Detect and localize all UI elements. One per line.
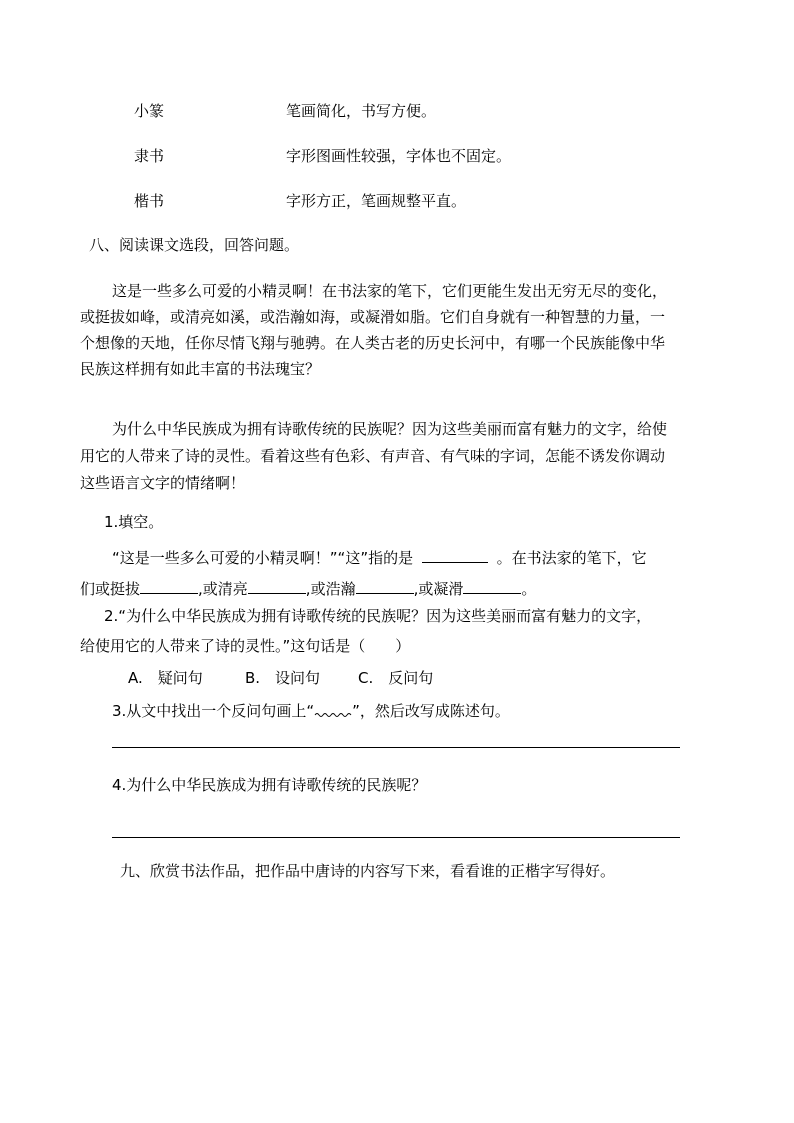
- passage-paragraph-2: [80, 419, 700, 493]
- answer-blank[interactable]: [463, 577, 521, 594]
- script-name: 小篆: [134, 102, 165, 120]
- option-c[interactable]: C. 反问句: [358, 669, 434, 687]
- question-2-line-2: 给使用它的人带来了诗的灵性。”这句话是（ ）: [80, 637, 411, 655]
- passage-line: 用它的人带来了诗的灵性。看着这些有色彩、有声音、有气味的字词，怎能不诱发你调动: [80, 447, 666, 465]
- answer-line[interactable]: [112, 837, 680, 838]
- passage-line: 个想像的天地，任你尽情飞翔与驰骋。在人类古老的历史长河中，有哪一个民族能像中华: [80, 334, 666, 352]
- question-text: 们或挺拔: [80, 580, 141, 598]
- answer-blank[interactable]: [140, 577, 198, 594]
- question-text: 3.从文中找出一个反问句画上“: [112, 702, 315, 720]
- script-feature: 字形方正，笔画规整平直。: [286, 192, 467, 210]
- option-a[interactable]: A. 疑问句: [128, 669, 203, 687]
- wavy-underline-icon: [314, 706, 352, 718]
- script-name: 楷书: [134, 192, 165, 210]
- passage-line: 为什么中华民族成为拥有诗歌传统的民族呢？因为这些美丽而富有魅力的文字，给使: [112, 420, 668, 438]
- question-1-line-2: [80, 577, 536, 599]
- passage-line: 民族这样拥有如此丰富的书法瑰宝？: [80, 360, 321, 378]
- script-feature: 笔画简化，书写方便。: [286, 102, 437, 120]
- answer-line[interactable]: [112, 747, 680, 748]
- script-name: 隶书: [134, 147, 165, 165]
- question-1-label: 1.填空。: [104, 513, 164, 531]
- section9-heading: 九、欣赏书法作品，把作品中唐诗的内容写下来，看看谁的正楷字写得好。: [120, 862, 616, 880]
- passage-line: 或挺拔如峰，或清亮如溪，或浩瀚如海，或凝滑如脂。它们自身就有一种智慧的力量，一: [80, 308, 666, 326]
- question-text: ,或凝滑: [413, 580, 464, 598]
- question-text: 。: [521, 580, 537, 598]
- answer-blank[interactable]: [248, 577, 306, 594]
- section8-heading: 八、阅读课文选段，回答问题。: [89, 236, 300, 254]
- passage-line: 这些语言文字的情绪啊！: [80, 474, 246, 492]
- question-2-line-1: 2.“为什么中华民族成为拥有诗歌传统的民族呢？因为这些美丽而富有魅力的文字，: [104, 607, 652, 625]
- question-text: “这是一些多么可爱的小精灵啊！”“这”指的是: [112, 549, 414, 567]
- answer-blank[interactable]: [422, 546, 488, 563]
- passage-line: 这是一些多么可爱的小精灵啊！在书法家的笔下，它们更能生发出无穷无尽的变化，: [112, 282, 668, 300]
- question-text: 。在书法家的笔下，它: [496, 549, 647, 567]
- option-b[interactable]: B. 设问句: [245, 669, 321, 687]
- question-text: ,或浩瀚: [305, 580, 356, 598]
- question-4: 4.为什么中华民族成为拥有诗歌传统的民族呢？: [112, 776, 427, 794]
- question-text: ”，然后改写成陈述句。: [352, 702, 510, 720]
- question-1-line-1: [112, 546, 647, 568]
- question-text: ,或清亮: [198, 580, 248, 598]
- script-feature: 字形图画性较强，字体也不固定。: [286, 147, 512, 165]
- passage-paragraph-1: [80, 281, 700, 379]
- answer-blank[interactable]: [356, 577, 414, 594]
- question-3: [112, 701, 510, 721]
